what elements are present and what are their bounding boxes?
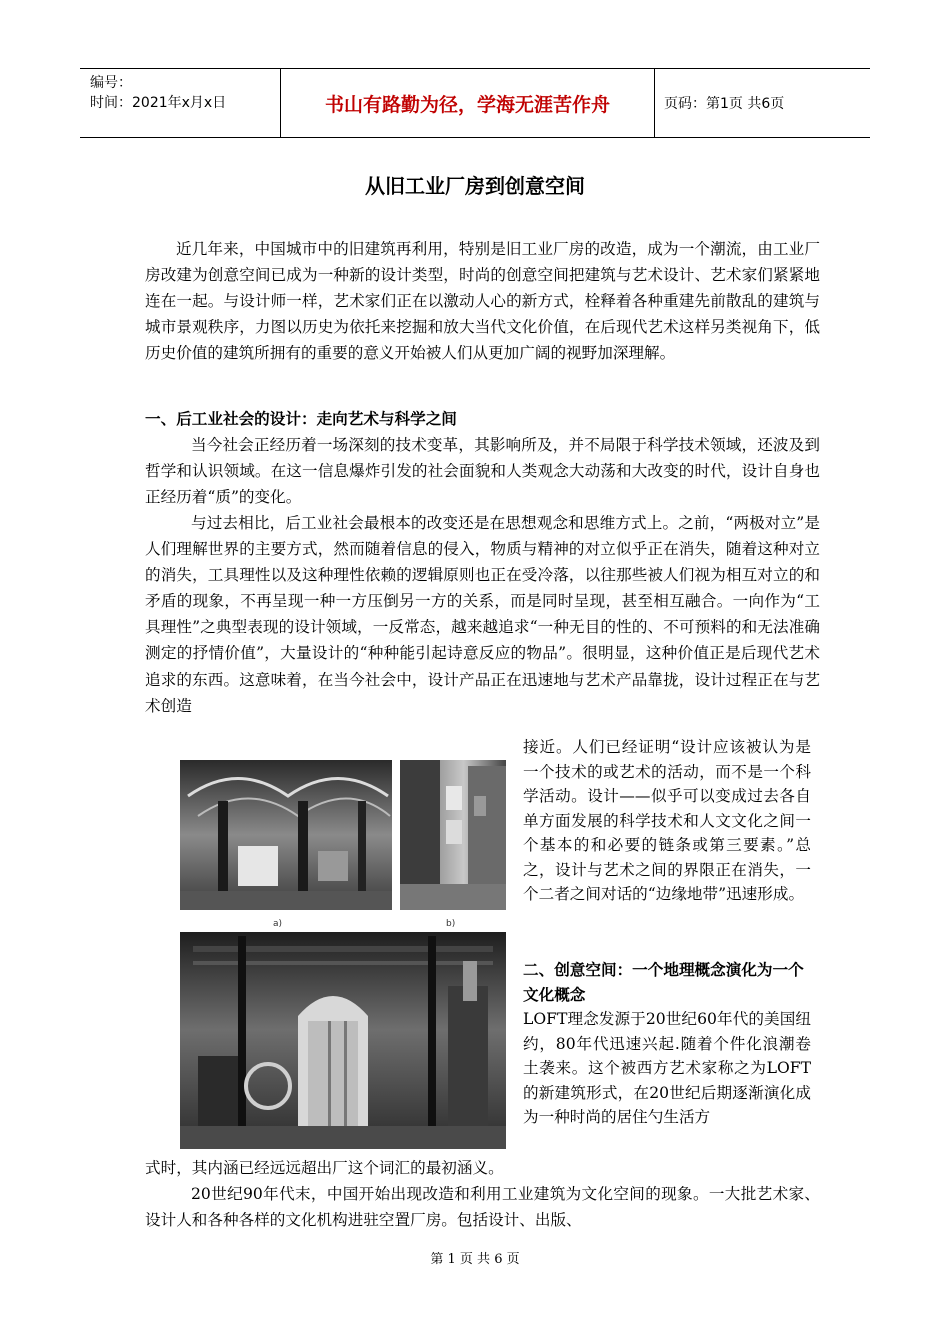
section2-paragraph-1-tail: 式时，其内涵已经远远超出厂这个词汇的最初涵义。 xyxy=(145,1159,504,1177)
page-footer: 第 1 页 共 6 页 xyxy=(430,1252,520,1267)
section1-paragraph-2-wrap: 接近。人们已经证明“设计应该被认为是一个技术的或艺术的活动，而不是一个科学活动。设计——似乎可以变成过去各自单方面发展的科学技术和人文文化之间一个基本的和必要的链条或第三要素。”总之，设计与艺术之间的界限正在消失，一个二者之间对话的“边缘地带”迅速形成。 xyxy=(523,738,811,903)
photo-b-alley xyxy=(400,760,506,910)
section1-paragraph-1: 当今社会正经历着一场深刻的技术变革，其影响所及，并不局限于科学技术领域，还波及到哲学和认识领域。在这一信息爆炸引发的社会面貌和人类观念大动荡和大改变的时代，设计自身也正经历着“质”的变化。 xyxy=(145,436,820,507)
figure-label-a: a) xyxy=(273,919,283,929)
document-time-label: 时间：2021年x月x日 xyxy=(90,95,227,111)
photo-a-hall xyxy=(180,760,392,910)
factory-photo-figure xyxy=(178,756,508,1151)
section1-paragraph-2: 与过去相比，后工业社会最根本的改变还是在思想观念和思维方式上。之前，“两极对立”是人们理解世界的主要方式，然而随着信息的侵入，物质与精神的对立似乎正在消失，随着这种对立的消失，工具理性以及这种理性依赖的逻辑原则也正在受冷落，以往那些被人们视为相互对立的和矛盾的现象，不再呈现一种一方压倒另一方的关系，而是同时呈现，甚至相互融合。一向作为“工具理性”之典型表现的设计领域，一反常态，越来越追求“一种无目的性的、不可预料的和无法准确测定的抒情价值”，大量设计的“种种能引起诗意反应的物品”。很明显，这种价值正是后现代艺术追求的东西。这意味着，在当今社会中，设计产品正在迅速地与艺术产品靠拢，设计过程正在与艺术创造 xyxy=(145,514,820,715)
intro-paragraph: 近几年来，中国城市中的旧建筑再利用，特别是旧工业厂房的改造，成为一个潮流，由工业厂房改建为创意空间已成为一种新的设计类型，时尚的创意空间把建筑与艺术设计、艺术家们紧紧地连在一起。与设计师一样，艺术家们正在以激动人心的新方式，栓释着各种重建先前散乱的建筑与城市景观秩序，力图以历史为依托来挖掘和放大当代文化价值，在后现代艺术这样另类视角下，低历史价值的建筑所拥有的重要的意义开始被人们从更加广阔的视野加深理解。 xyxy=(145,240,820,363)
document-header xyxy=(80,68,870,138)
photo-c-interior xyxy=(180,932,506,1149)
section2-heading: 二、创意空间：一个地理概念演化为一个文化概念 xyxy=(523,961,804,1004)
section2-paragraph-2: 20世纪90年代末，中国开始出现改造和利用工业建筑为文化空间的现象。一大批艺术家、设计人和各种各样的文化机构进驻空置厂房。包括设计、出版、 xyxy=(145,1185,820,1230)
figure-label-b: b) xyxy=(446,919,456,929)
section1-heading: 一、后工业社会的设计：走向艺术与科学之间 xyxy=(145,410,457,428)
header-page-label: 页码：第1页 共6页 xyxy=(664,96,785,112)
header-motto: 书山有路勤为径，学海无涯苦作舟 xyxy=(280,69,655,137)
document-number-label: 编号： xyxy=(90,75,132,91)
header-meta xyxy=(80,69,280,137)
section2-paragraph-1-wrap: LOFT理念发源于20世纪60年代的美国纽约，80年代迅速兴起.随着个件化浪潮卷土袭来。这个被西方艺术家称之为LOFT的新建筑形式，在20世纪后期逐渐演化成为一种时尚的居住勺生活方 xyxy=(523,1010,811,1126)
page-title: 从旧工业厂房到创意空间 xyxy=(365,174,585,198)
factory-photo-illustration xyxy=(178,756,508,1151)
